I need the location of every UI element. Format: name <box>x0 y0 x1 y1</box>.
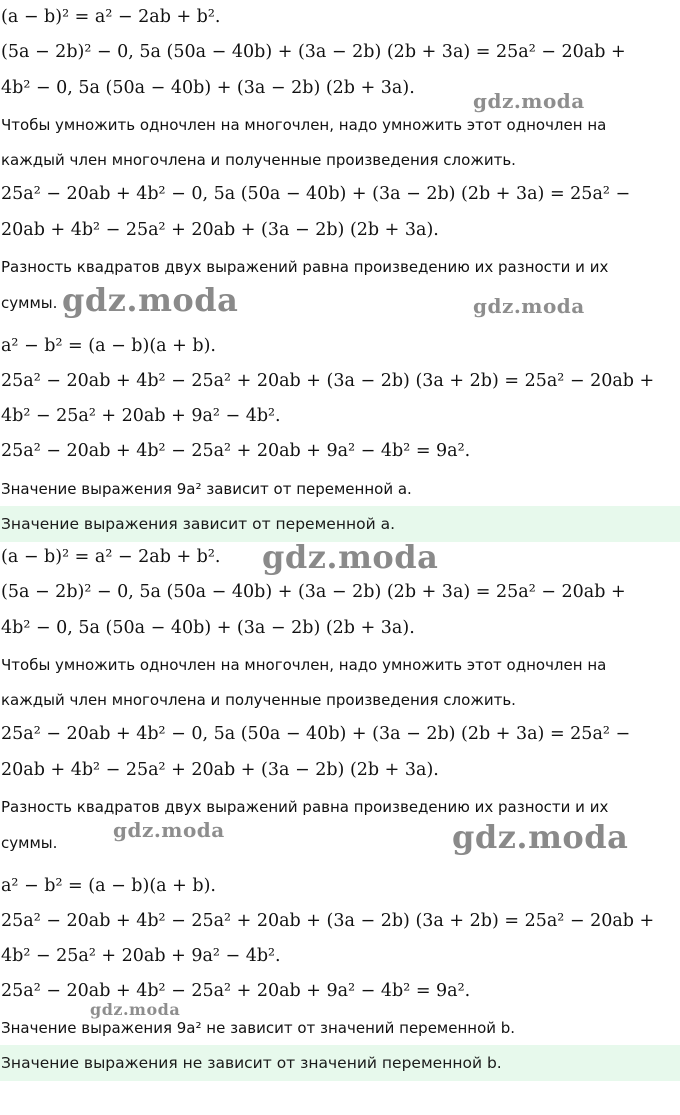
conclusion-text: Значение выражения 9a² не зависит от значений переменной b. <box>1 1019 516 1037</box>
answer-box: Значение выражения зависит от переменной a. <box>0 506 680 542</box>
watermark-logo: gdz.moda <box>90 1000 181 1019</box>
formula-square-of-difference: (a − b)² = a² − 2ab + b². <box>1 547 221 567</box>
expression-line: 20ab + 4b² − 25a² + 20ab + (3a − 2b) (2b + 3a). <box>1 760 439 780</box>
rule-text: каждый член многочлена и полученные произведения сложить. <box>1 691 516 709</box>
watermark-logo: gdz.moda <box>473 294 585 318</box>
watermark-logo: gdz.moda <box>62 281 239 319</box>
rule-text: Чтобы умножить одночлен на многочлен, надо умножить этот одночлен на <box>1 656 607 674</box>
expression-line: (5a − 2b)² − 0, 5a (50a − 40b) + (3a − 2b) (2b + 3a) = 25a² − 20ab + <box>1 42 626 62</box>
rule-text: Чтобы умножить одночлен на многочлен, надо умножить этот одночлен на <box>1 116 607 134</box>
watermark-logo: gdz.moda <box>473 89 585 113</box>
answer-box: Значение выражения не зависит от значений переменной b. <box>0 1045 680 1081</box>
rule-text: суммы. <box>1 294 58 312</box>
expression-line: 4b² − 25a² + 20ab + 9a² − 4b². <box>1 406 281 426</box>
watermark-logo: gdz.moda <box>262 538 439 576</box>
watermark-logo: gdz.moda <box>452 818 629 856</box>
expression-line: 25a² − 20ab + 4b² − 25a² + 20ab + (3a − 2b) (3a + 2b) = 25a² − 20ab + <box>1 911 655 931</box>
formula-difference-of-squares: a² − b² = (a − b)(a + b). <box>1 876 216 896</box>
expression-line: 25a² − 20ab + 4b² − 25a² + 20ab + (3a − 2b) (3a + 2b) = 25a² − 20ab + <box>1 371 655 391</box>
expression-line: (5a − 2b)² − 0, 5a (50a − 40b) + (3a − 2b) (2b + 3a) = 25a² − 20ab + <box>1 582 626 602</box>
formula-square-of-difference: (a − b)² = a² − 2ab + b². <box>1 7 221 27</box>
expression-line: 25a² − 20ab + 4b² − 0, 5a (50a − 40b) + (3a − 2b) (2b + 3a) = 25a² − <box>1 724 631 744</box>
expression-line: 4b² − 0, 5a (50a − 40b) + (3a − 2b) (2b + 3a). <box>1 78 415 98</box>
rule-text: суммы. <box>1 834 58 852</box>
rule-text: Разность квадратов двух выражений равна произведению их разности и их <box>1 798 609 816</box>
simplified-expression: 25a² − 20ab + 4b² − 25a² + 20ab + 9a² − 4b² = 9a². <box>1 981 471 1001</box>
simplified-expression: 25a² − 20ab + 4b² − 25a² + 20ab + 9a² − 4b² = 9a². <box>1 441 471 461</box>
expression-line: 20ab + 4b² − 25a² + 20ab + (3a − 2b) (2b + 3a). <box>1 220 439 240</box>
expression-line: 4b² − 25a² + 20ab + 9a² − 4b². <box>1 946 281 966</box>
rule-text: каждый член многочлена и полученные произведения сложить. <box>1 151 516 169</box>
conclusion-text: Значение выражения 9a² зависит от переменной a. <box>1 480 412 498</box>
expression-line: 25a² − 20ab + 4b² − 0, 5a (50a − 40b) + (3a − 2b) (2b + 3a) = 25a² − <box>1 184 631 204</box>
expression-line: 4b² − 0, 5a (50a − 40b) + (3a − 2b) (2b + 3a). <box>1 618 415 638</box>
rule-text: Разность квадратов двух выражений равна произведению их разности и их <box>1 258 609 276</box>
watermark-logo: gdz.moda <box>113 818 225 842</box>
formula-difference-of-squares: a² − b² = (a − b)(a + b). <box>1 336 216 356</box>
